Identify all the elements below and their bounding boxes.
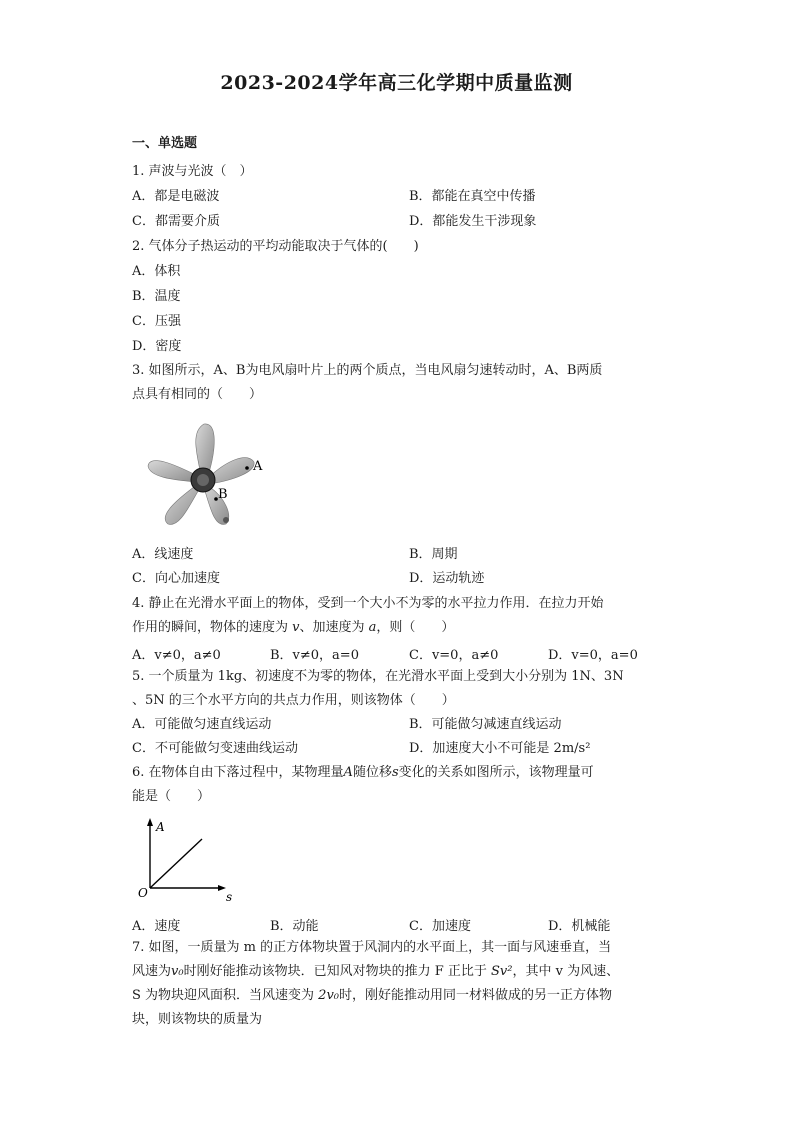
x-axis-label: s [226, 890, 233, 904]
q6-option-a: A．速度 [132, 919, 181, 934]
q2-stem: 2. 气体分子热运动的平均动能取决于气体的( ) [132, 239, 419, 254]
y-axis-label: A [156, 820, 165, 834]
q4-option-b: B．v≠0，a=0 [270, 648, 359, 663]
q5-option-b: B．可能做匀减速直线运动 [409, 717, 562, 732]
q6-option-c: C．加速度 [409, 919, 471, 934]
q6-stem-line2: 能是（ ） [132, 789, 211, 804]
q2-option-a: A．体积 [132, 264, 181, 279]
q3-option-c: C．向心加速度 [132, 571, 220, 586]
q1-option-a: A．都是电磁波 [132, 189, 220, 204]
q4-stem-line1: 4. 静止在光滑水平面上的物体，受到一个大小不为零的水平拉力作用．在拉力开始 [132, 596, 604, 611]
section-heading: 一、单选题 [132, 136, 198, 151]
x-axis-arrow [218, 885, 226, 891]
q1-option-b: B．都能在真空中传播 [409, 189, 536, 204]
q7-line1: 7. 如图，一质量为 m 的正方体物块置于风洞内的水平面上，其一面与风速垂直，当 [132, 940, 612, 955]
q5-option-c: C．不可能做匀变速曲线运动 [132, 741, 298, 756]
q2-option-c: C．压强 [132, 314, 181, 329]
q3-option-b: B．周期 [409, 547, 458, 562]
point-a-label: A [253, 459, 263, 474]
origin-label: O [138, 886, 148, 900]
point-a-dot [245, 466, 249, 470]
q3-stem-line2: 点具有相同的（ ） [132, 387, 263, 402]
y-axis-arrow [147, 818, 153, 826]
q1-option-d: D．都能发生干涉现象 [409, 214, 537, 229]
q4-option-a: A．v≠0，a≠0 [132, 648, 221, 663]
q6-stem-line1: 6. 在物体自由下落过程中，某物理量A随位移s变化的关系如图所示，该物理量可 [132, 765, 594, 780]
q4-option-c: C．v=0，a≠0 [409, 648, 499, 663]
q4-option-d: D．v=0，a=0 [548, 648, 638, 663]
q7-line2: 风速为v₀时刚好能推动该物块．已知风对物块的推力 F 正比于 Sv²，其中 v 为风速、 [132, 964, 620, 979]
q3-option-d: D．运动轨迹 [409, 571, 485, 586]
q4-stem-line2: 作用的瞬间，物体的速度为 v、加速度为 a，则（ ） [132, 620, 455, 635]
q5-option-a: A．可能做匀速直线运动 [132, 717, 272, 732]
q2-option-d: D．密度 [132, 339, 182, 354]
q3-stem-line1: 3. 如图所示，A、B为电风扇叶片上的两个质点，当电风扇匀速转动时，A、B两质 [132, 363, 603, 378]
q3-option-a: A．线速度 [132, 547, 194, 562]
q6-option-d: D．机械能 [548, 919, 611, 934]
graph-line [150, 839, 202, 888]
fan-figure [142, 420, 272, 535]
point-b-label: B [218, 487, 228, 502]
a-vs-s-graph [132, 815, 242, 907]
q7-line4: 块，则该物块的质量为 [132, 1012, 263, 1027]
q1-option-c: C．都需要介质 [132, 214, 220, 229]
q6-option-b: B．动能 [270, 919, 319, 934]
q5-stem-line2: 、5N 的三个水平方向的共点力作用，则该物体（ ） [132, 693, 455, 708]
q5-stem-line1: 5. 一个质量为 1kg、初速度不为零的物体，在光滑水平面上受到大小分别为 1N、3N [132, 669, 624, 684]
page-title: 2023-2024学年高三化学期中质量监测 [220, 72, 573, 94]
q2-option-b: B．温度 [132, 289, 181, 304]
q5-option-d: D．加速度大小不可能是 2m/s² [409, 741, 591, 756]
q1-stem: 1. 声波与光波（ ） [132, 164, 253, 179]
q7-line3: S 为物块迎风面积．当风速变为 2v₀时，刚好能推动用同一材料做成的另一正方体物 [132, 988, 613, 1003]
